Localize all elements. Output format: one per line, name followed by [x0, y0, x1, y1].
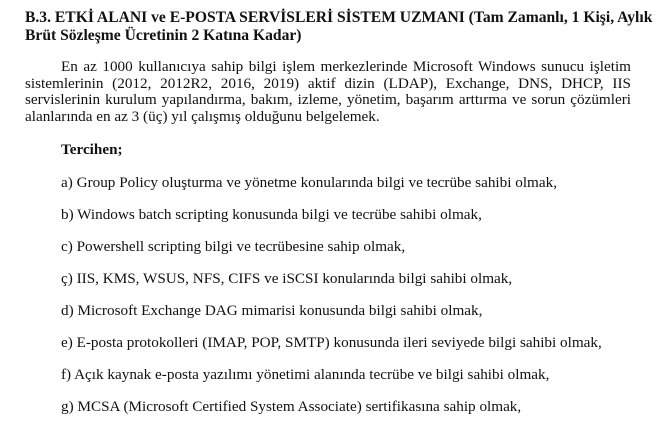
list-item: e) E-posta protokolleri (IMAP, POP, SMTP) konusunda ileri seviyede bilgi sahibi olmak,	[61, 334, 602, 351]
section-heading: B.3. ETKİ ALANI ve E-POSTA SERVİSLERİ SİSTEM UZMANI (Tam Zamanlı, 1 Kişi, Aylık Brüt Sözleşme Ücretinin 2 Katına Kadar)	[25, 9, 653, 44]
list-item: f) Açık kaynak e-posta yazılımı yönetimi alanında tecrübe ve bilgi sahibi olmak,	[61, 366, 550, 383]
list-item: g) MCSA (Microsoft Certified System Associate) sertifikasına sahip olmak,	[61, 398, 522, 415]
list-item: b) Windows batch scripting konusunda bilgi ve tecrübe sahibi olmak,	[61, 206, 482, 223]
list-item: d) Microsoft Exchange DAG mimarisi konusunda bilgi sahibi olmak,	[61, 302, 483, 319]
intro-paragraph: En az 1000 kullanıcıya sahip bilgi işlem merkezlerinde Microsoft Windows sunucu işletim sistemlerinin (2012, 2012R2, 2016, 2019) aktif dizin (LDAP), Exchange, DNS, DHCP, IIS servislerinin kurulum yapılandırma, bakım, izleme, yönetim, başarım arttırma ve sorun çözümleri alanlarında en az 3 (üç) yıl çalışmış olduğunu belgelemek.	[25, 58, 631, 125]
list-item: a) Group Policy oluşturma ve yönetme konularında bilgi ve tecrübe sahibi olmak,	[61, 174, 558, 191]
preferred-label: Tercihen;	[61, 141, 123, 158]
list-item: ç) IIS, KMS, WSUS, NFS, CIFS ve iSCSI konularında bilgi sahibi olmak,	[61, 270, 513, 287]
list-item: c) Powershell scripting bilgi ve tecrübesine sahip olmak,	[61, 238, 406, 255]
